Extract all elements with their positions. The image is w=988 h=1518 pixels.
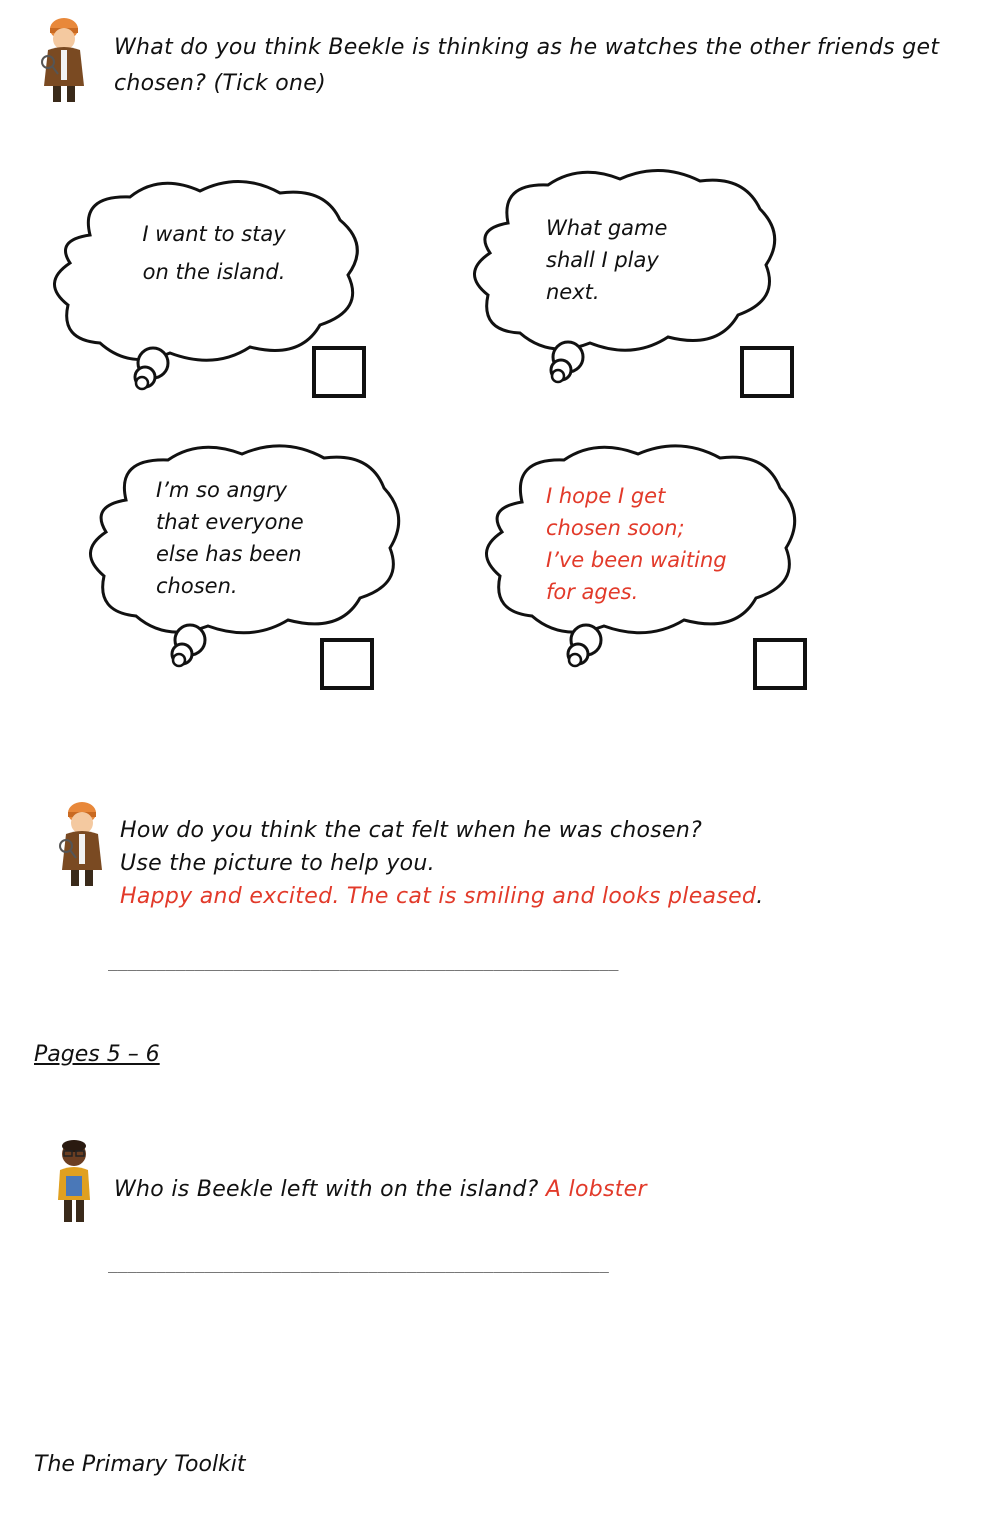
bubble-1-line-1: I want to stay: [142, 222, 286, 246]
question-2-line-2: Use the picture to help you.: [120, 851, 435, 876]
question-1-line-2: chosen? (Tick one): [114, 71, 326, 96]
detective-character-icon: [34, 14, 94, 104]
footer-brand: The Primary Toolkit: [34, 1452, 246, 1477]
question-2-line-1: How do you think the cat felt when he was chosen?: [120, 818, 703, 843]
bubble-1-text: [114, 218, 314, 288]
bubble-2-text: [546, 212, 746, 308]
bubble-3-line-1: I’m so angry: [156, 478, 288, 502]
bubble-2-line-3: next.: [546, 280, 600, 304]
question-1-line-1: What do you think Beekle is thinking as he watches the other friends get: [114, 35, 940, 60]
bubble-4-line-3: I’ve been waiting: [546, 548, 727, 572]
bubble-1-line-2: on the island.: [142, 260, 286, 284]
bubble-4-line-2: chosen soon;: [546, 516, 685, 540]
tick-box-1[interactable]: [312, 346, 366, 398]
question-1: [114, 30, 974, 102]
question-2-answer-text: Happy and excited. The cat is smiling and looks pleased: [120, 884, 757, 909]
tick-box-2[interactable]: [740, 346, 794, 398]
tick-box-4[interactable]: [753, 638, 807, 690]
question-3-text: Who is Beekle left with on the island?: [114, 1177, 539, 1202]
bubble-2-line-2: shall I play: [546, 248, 659, 272]
question-3-answer: A lobster: [545, 1177, 647, 1202]
question-2-answer-end: .: [756, 884, 764, 909]
bubble-4-text: [546, 480, 756, 608]
reader-character-icon: [52, 1138, 96, 1226]
question-3: [114, 1172, 954, 1208]
bubble-3-text: [156, 474, 356, 602]
tick-box-3[interactable]: [320, 638, 374, 690]
section-heading: Pages 5 – 6: [34, 1042, 160, 1067]
answer-line-1: _____________________________________________________: [108, 952, 619, 971]
bubble-4-line-1: I hope I get: [546, 484, 666, 508]
bubble-4-line-4: for ages.: [546, 580, 639, 604]
bubble-2-line-1: What game: [546, 216, 668, 240]
answer-line-2: ____________________________________________________: [108, 1254, 609, 1273]
question-2: [120, 814, 960, 913]
bubble-3-line-3: else has been: [156, 542, 302, 566]
bubble-3-line-4: chosen.: [156, 574, 238, 598]
question-2-answer: [120, 880, 960, 913]
detective-character-icon: [52, 798, 112, 888]
bubble-3-line-2: that everyone: [156, 510, 304, 534]
